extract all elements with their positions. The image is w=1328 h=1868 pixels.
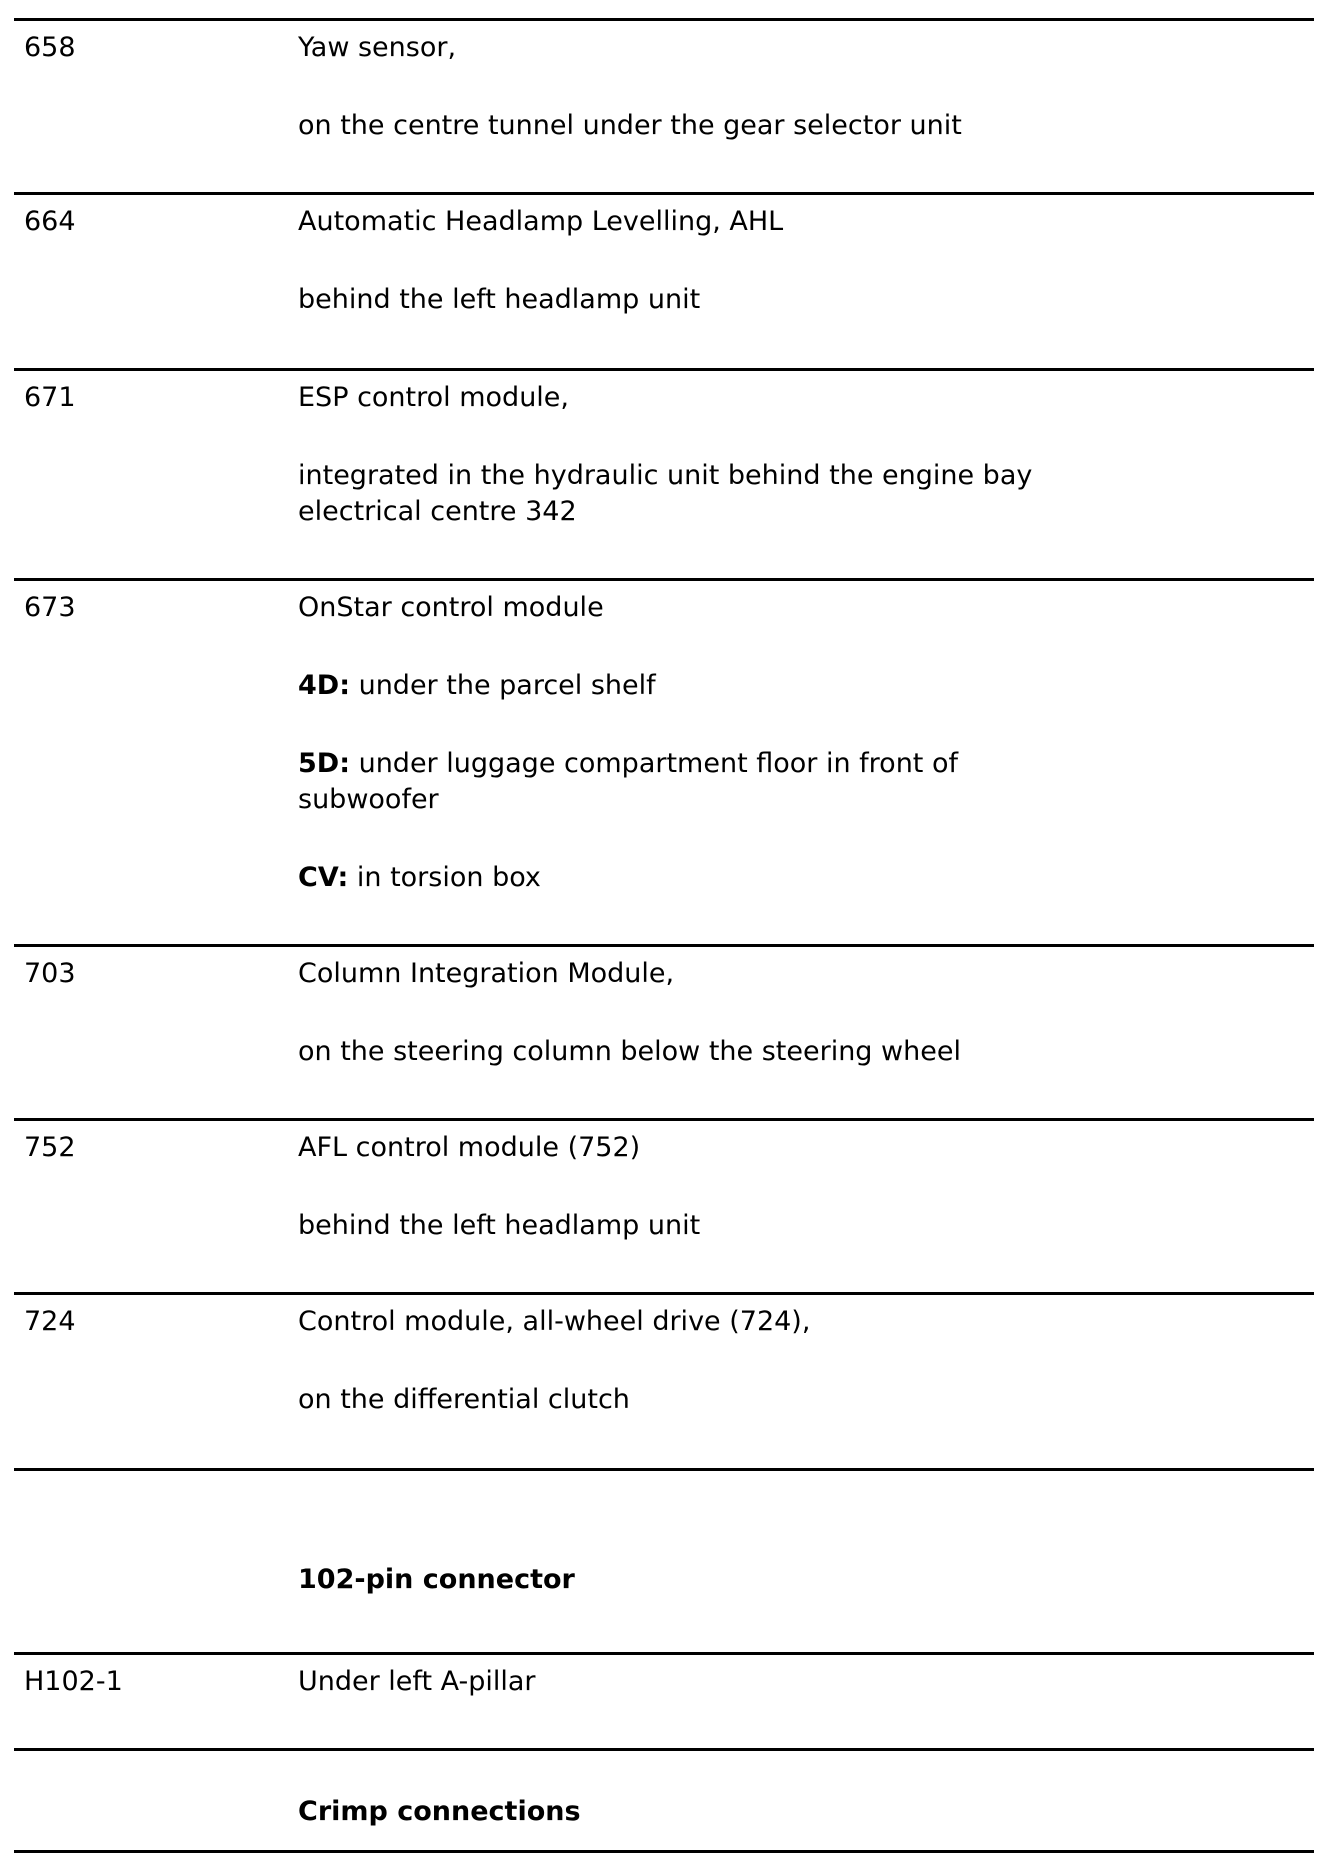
table-rule: [14, 1652, 1314, 1655]
section-heading-crimp: Crimp connections: [298, 1796, 581, 1827]
component-code: 703: [24, 958, 76, 989]
table-rule: [14, 1118, 1314, 1121]
component-title: OnStar control module: [298, 592, 604, 623]
variant-cv: [298, 860, 541, 896]
component-code: 724: [24, 1306, 76, 1337]
component-title: Control module, all-wheel drive (724),: [298, 1306, 811, 1337]
table-rule: [14, 1468, 1314, 1471]
variant-label: CV:: [298, 862, 349, 893]
component-code: 752: [24, 1132, 76, 1163]
variant-4d: [298, 668, 656, 704]
component-location: on the differential clutch: [298, 1384, 630, 1415]
table-rule: [14, 578, 1314, 581]
table-rule: [14, 1292, 1314, 1295]
component-location: on the centre tunnel under the gear selector unit: [298, 110, 962, 141]
component-code: 658: [24, 32, 76, 63]
component-title: Column Integration Module,: [298, 958, 675, 989]
table-rule-top: [14, 18, 1314, 21]
section-heading-102-pin: 102-pin connector: [298, 1564, 575, 1595]
component-location-cont: electrical centre 342: [298, 496, 577, 527]
component-location: on the steering column below the steering wheel: [298, 1036, 961, 1067]
table-rule: [14, 192, 1314, 195]
component-title: Yaw sensor,: [298, 32, 457, 63]
component-title: ESP control module,: [298, 382, 570, 413]
component-location: behind the left headlamp unit: [298, 284, 701, 315]
connector-location: Under left A-pillar: [298, 1666, 536, 1697]
variant-text: under luggage compartment floor in front of: [350, 748, 959, 779]
table-rule: [14, 368, 1314, 371]
component-code: 664: [24, 206, 76, 237]
variant-5d-cont: subwoofer: [298, 784, 439, 815]
variant-text: under the parcel shelf: [350, 670, 656, 701]
component-code: 673: [24, 592, 76, 623]
component-location: integrated in the hydraulic unit behind the engine bay: [298, 460, 1033, 491]
variant-label: 5D:: [298, 748, 350, 779]
component-location: behind the left headlamp unit: [298, 1210, 701, 1241]
component-title: Automatic Headlamp Levelling, AHL: [298, 206, 784, 237]
table-rule: [14, 1748, 1314, 1751]
connector-code: H102-1: [24, 1666, 123, 1697]
variant-5d: [298, 746, 958, 782]
variant-text: in torsion box: [348, 862, 541, 893]
component-code: 671: [24, 382, 76, 413]
component-title: AFL control module (752): [298, 1132, 641, 1163]
table-rule: [14, 1850, 1314, 1853]
variant-label: 4D:: [298, 670, 350, 701]
table-rule: [14, 944, 1314, 947]
